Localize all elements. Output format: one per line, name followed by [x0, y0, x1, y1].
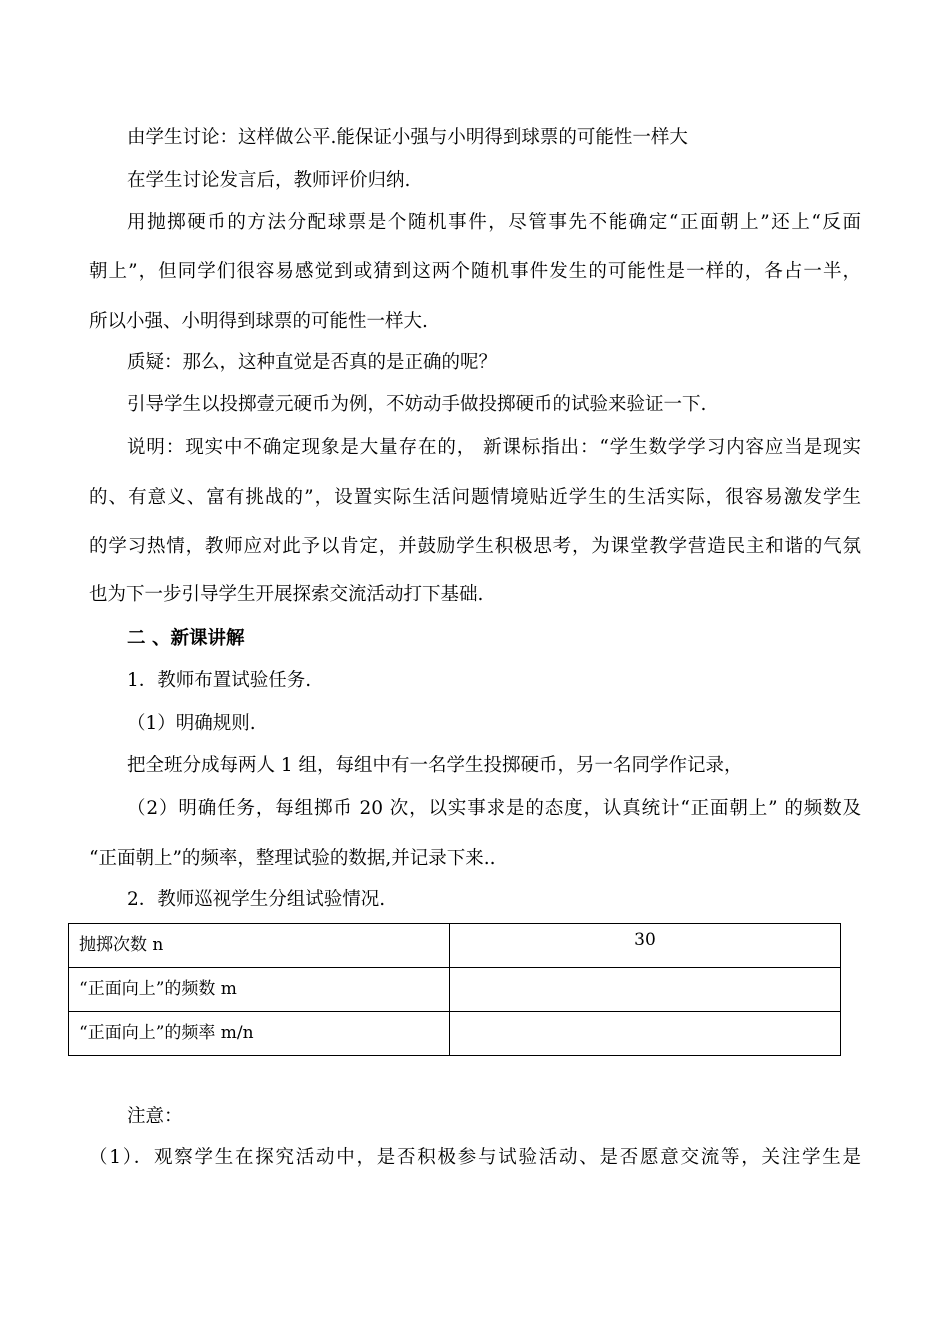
table-cell-value — [450, 1012, 841, 1056]
paragraph-1: 由学生讨论：这样做公平.能保证小强与小明得到球票的可能性一样大 — [127, 127, 688, 148]
section-heading: 二 、新课讲解 — [127, 628, 245, 649]
paragraph-3-line-1: 用抛掷硬币的方法分配球票是个随机事件，尽管事先不能确定“正面朝上”还上“反面 — [127, 212, 861, 233]
paragraph-3-line-2: 朝上”，但同学们很容易感觉到或猜到这两个随机事件发生的可能性是一样的，各占一半， — [89, 261, 861, 282]
paragraph-6-line-2: 的、有意义、富有挑战的”，设置实际生活问题情境贴近学生的生活实际，很容易激发学生 — [89, 487, 861, 508]
table-cell-value: 30 — [450, 924, 841, 968]
step-1: 1．教师布置试验任务. — [127, 670, 312, 691]
table-row — [69, 1012, 841, 1056]
paragraph-6-line-4: 也为下一步引导学生开展探索交流活动打下基础. — [89, 584, 484, 605]
notes-heading: 注意： — [127, 1106, 183, 1127]
notes-item-1: （1）．观察学生在探究活动中，是否积极参与试验活动、是否愿意交流等，关注学生是 — [89, 1147, 861, 1168]
paragraph-6-line-3: 的学习热情，教师应对此予以肯定，并鼓励学生积极思考，为课堂教学营造民主和谐的气氛 — [89, 536, 861, 557]
paragraph-5: 引导学生以投掷壹元硬币为例，不妨动手做投掷硬币的试验来验证一下. — [127, 394, 707, 415]
task-item-line-2: “正面朝上”的频率，整理试验的数据,并记录下来.. — [89, 848, 496, 869]
table-cell-label: “正面向上”的频数 m — [69, 968, 450, 1012]
step-2: 2．教师巡视学生分组试验情况. — [127, 889, 386, 910]
task-item-line-1: （2）明确任务，每组掷币 20 次，以实事求是的态度，认真统计“正面朝上” 的频数及 — [127, 798, 861, 819]
paragraph-2: 在学生讨论发言后，教师评价归纳. — [127, 170, 411, 191]
table-cell-value — [450, 968, 841, 1012]
table-cell-label: 抛掷次数 n — [69, 924, 450, 968]
rule-item: （1）明确规则. — [127, 713, 256, 734]
table-row — [69, 968, 841, 1012]
paragraph-4: 质疑：那么，这种直觉是否真的是正确的呢？ — [127, 352, 498, 373]
paragraph-3-line-3: 所以小强、小明得到球票的可能性一样大. — [89, 311, 428, 332]
table-cell-label: “正面向上”的频率 m/n — [69, 1012, 450, 1056]
paragraph-6-line-1: 说明：现实中不确定现象是大量存在的， 新课标指出：“学生数学学习内容应当是现实 — [127, 437, 861, 458]
table-row — [69, 924, 841, 968]
rule-description: 把全班分成每两人 1 组，每组中有一名学生投掷硬币，另一名同学作记录， — [127, 755, 743, 776]
experiment-table — [68, 923, 841, 1056]
